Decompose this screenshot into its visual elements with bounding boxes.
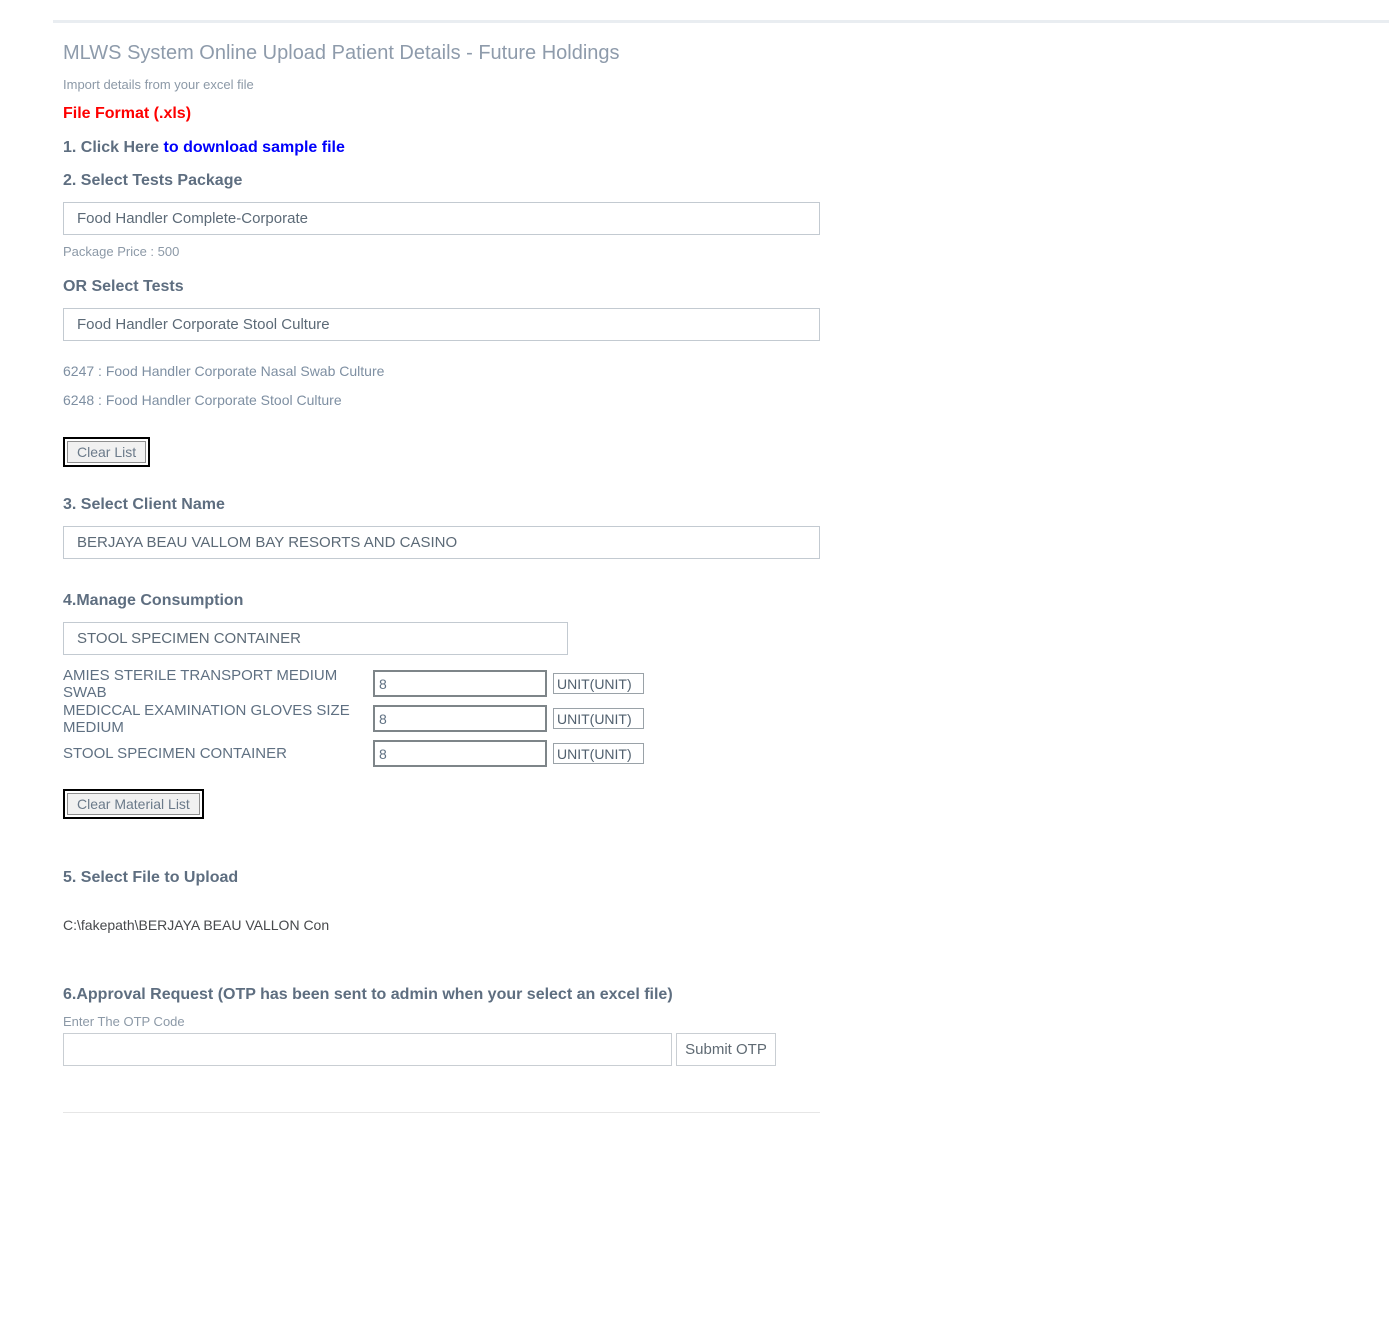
- page-title: MLWS System Online Upload Patient Details - Future Holdings: [63, 42, 620, 64]
- download-sample-link[interactable]: to download sample file: [163, 139, 345, 156]
- file-upload-input[interactable]: C:\fakepath\BERJAYA BEAU VALLON Con: [63, 917, 330, 933]
- client-name-select[interactable]: [63, 526, 820, 559]
- clear-material-list-button[interactable]: [63, 789, 204, 819]
- submit-otp-button[interactable]: Submit OTP: [676, 1033, 776, 1066]
- step4-heading: 4.Manage Consumption: [63, 592, 244, 609]
- material-select[interactable]: [63, 622, 568, 655]
- clear-list-button[interactable]: [63, 437, 150, 467]
- page-subtitle: Import details from your excel file: [63, 77, 254, 92]
- bottom-divider: [63, 1112, 820, 1113]
- step1-download-row: [63, 139, 345, 157]
- client-name-selected-value: BERJAYA BEAU VALLOM BAY RESORTS AND CASINO: [77, 534, 458, 551]
- step5-heading: 5. Select File to Upload: [63, 869, 239, 886]
- otp-code-input[interactable]: [63, 1033, 672, 1066]
- step1-label: 1. Click Here: [63, 139, 160, 156]
- step2-heading: 2. Select Tests Package: [63, 172, 243, 189]
- material-name-label: AMIES STERILE TRANSPORT MEDIUM SWAB: [63, 666, 338, 701]
- clear-material-list-button-label: Clear Material List: [67, 793, 200, 815]
- material-unit-box: UNIT(UNIT): [553, 743, 644, 764]
- tests-package-select[interactable]: [63, 202, 820, 235]
- material-name-label: MEDICCAL EXAMINATION GLOVES SIZE MEDIUM: [63, 701, 350, 736]
- material-unit-box: UNIT(UNIT): [553, 708, 644, 729]
- file-format-note: File Format (.xls): [63, 105, 192, 122]
- material-qty-input[interactable]: [373, 705, 547, 732]
- step3-heading: 3. Select Client Name: [63, 496, 225, 513]
- material-row: [63, 701, 763, 736]
- package-price-text: Package Price : 500: [63, 244, 180, 259]
- clear-list-button-label: Clear List: [67, 441, 146, 463]
- material-qty-input[interactable]: [373, 670, 547, 697]
- material-row: [63, 666, 763, 701]
- tests-selected-value: Food Handler Corporate Stool Culture: [77, 316, 330, 333]
- selected-test-item: 6247 : Food Handler Corporate Nasal Swab Culture: [63, 363, 385, 379]
- material-unit-box: UNIT(UNIT): [553, 673, 644, 694]
- material-consumption-list: [63, 666, 763, 771]
- otp-code-label: Enter The OTP Code: [63, 1014, 185, 1029]
- tests-select[interactable]: [63, 308, 820, 341]
- or-select-tests-heading: OR Select Tests: [63, 278, 184, 295]
- material-name-label: STOOL SPECIMEN CONTAINER: [63, 745, 287, 762]
- otp-entry-row: [63, 1033, 776, 1066]
- selected-test-item: 6248 : Food Handler Corporate Stool Culture: [63, 392, 342, 408]
- material-selected-value: STOOL SPECIMEN CONTAINER: [77, 630, 301, 647]
- material-row: [63, 736, 763, 771]
- step6-heading: 6.Approval Request (OTP has been sent to admin when your select an excel file): [63, 986, 673, 1003]
- material-qty-input[interactable]: [373, 740, 547, 767]
- tests-package-selected-value: Food Handler Complete-Corporate: [77, 210, 308, 227]
- top-divider: [53, 20, 1389, 23]
